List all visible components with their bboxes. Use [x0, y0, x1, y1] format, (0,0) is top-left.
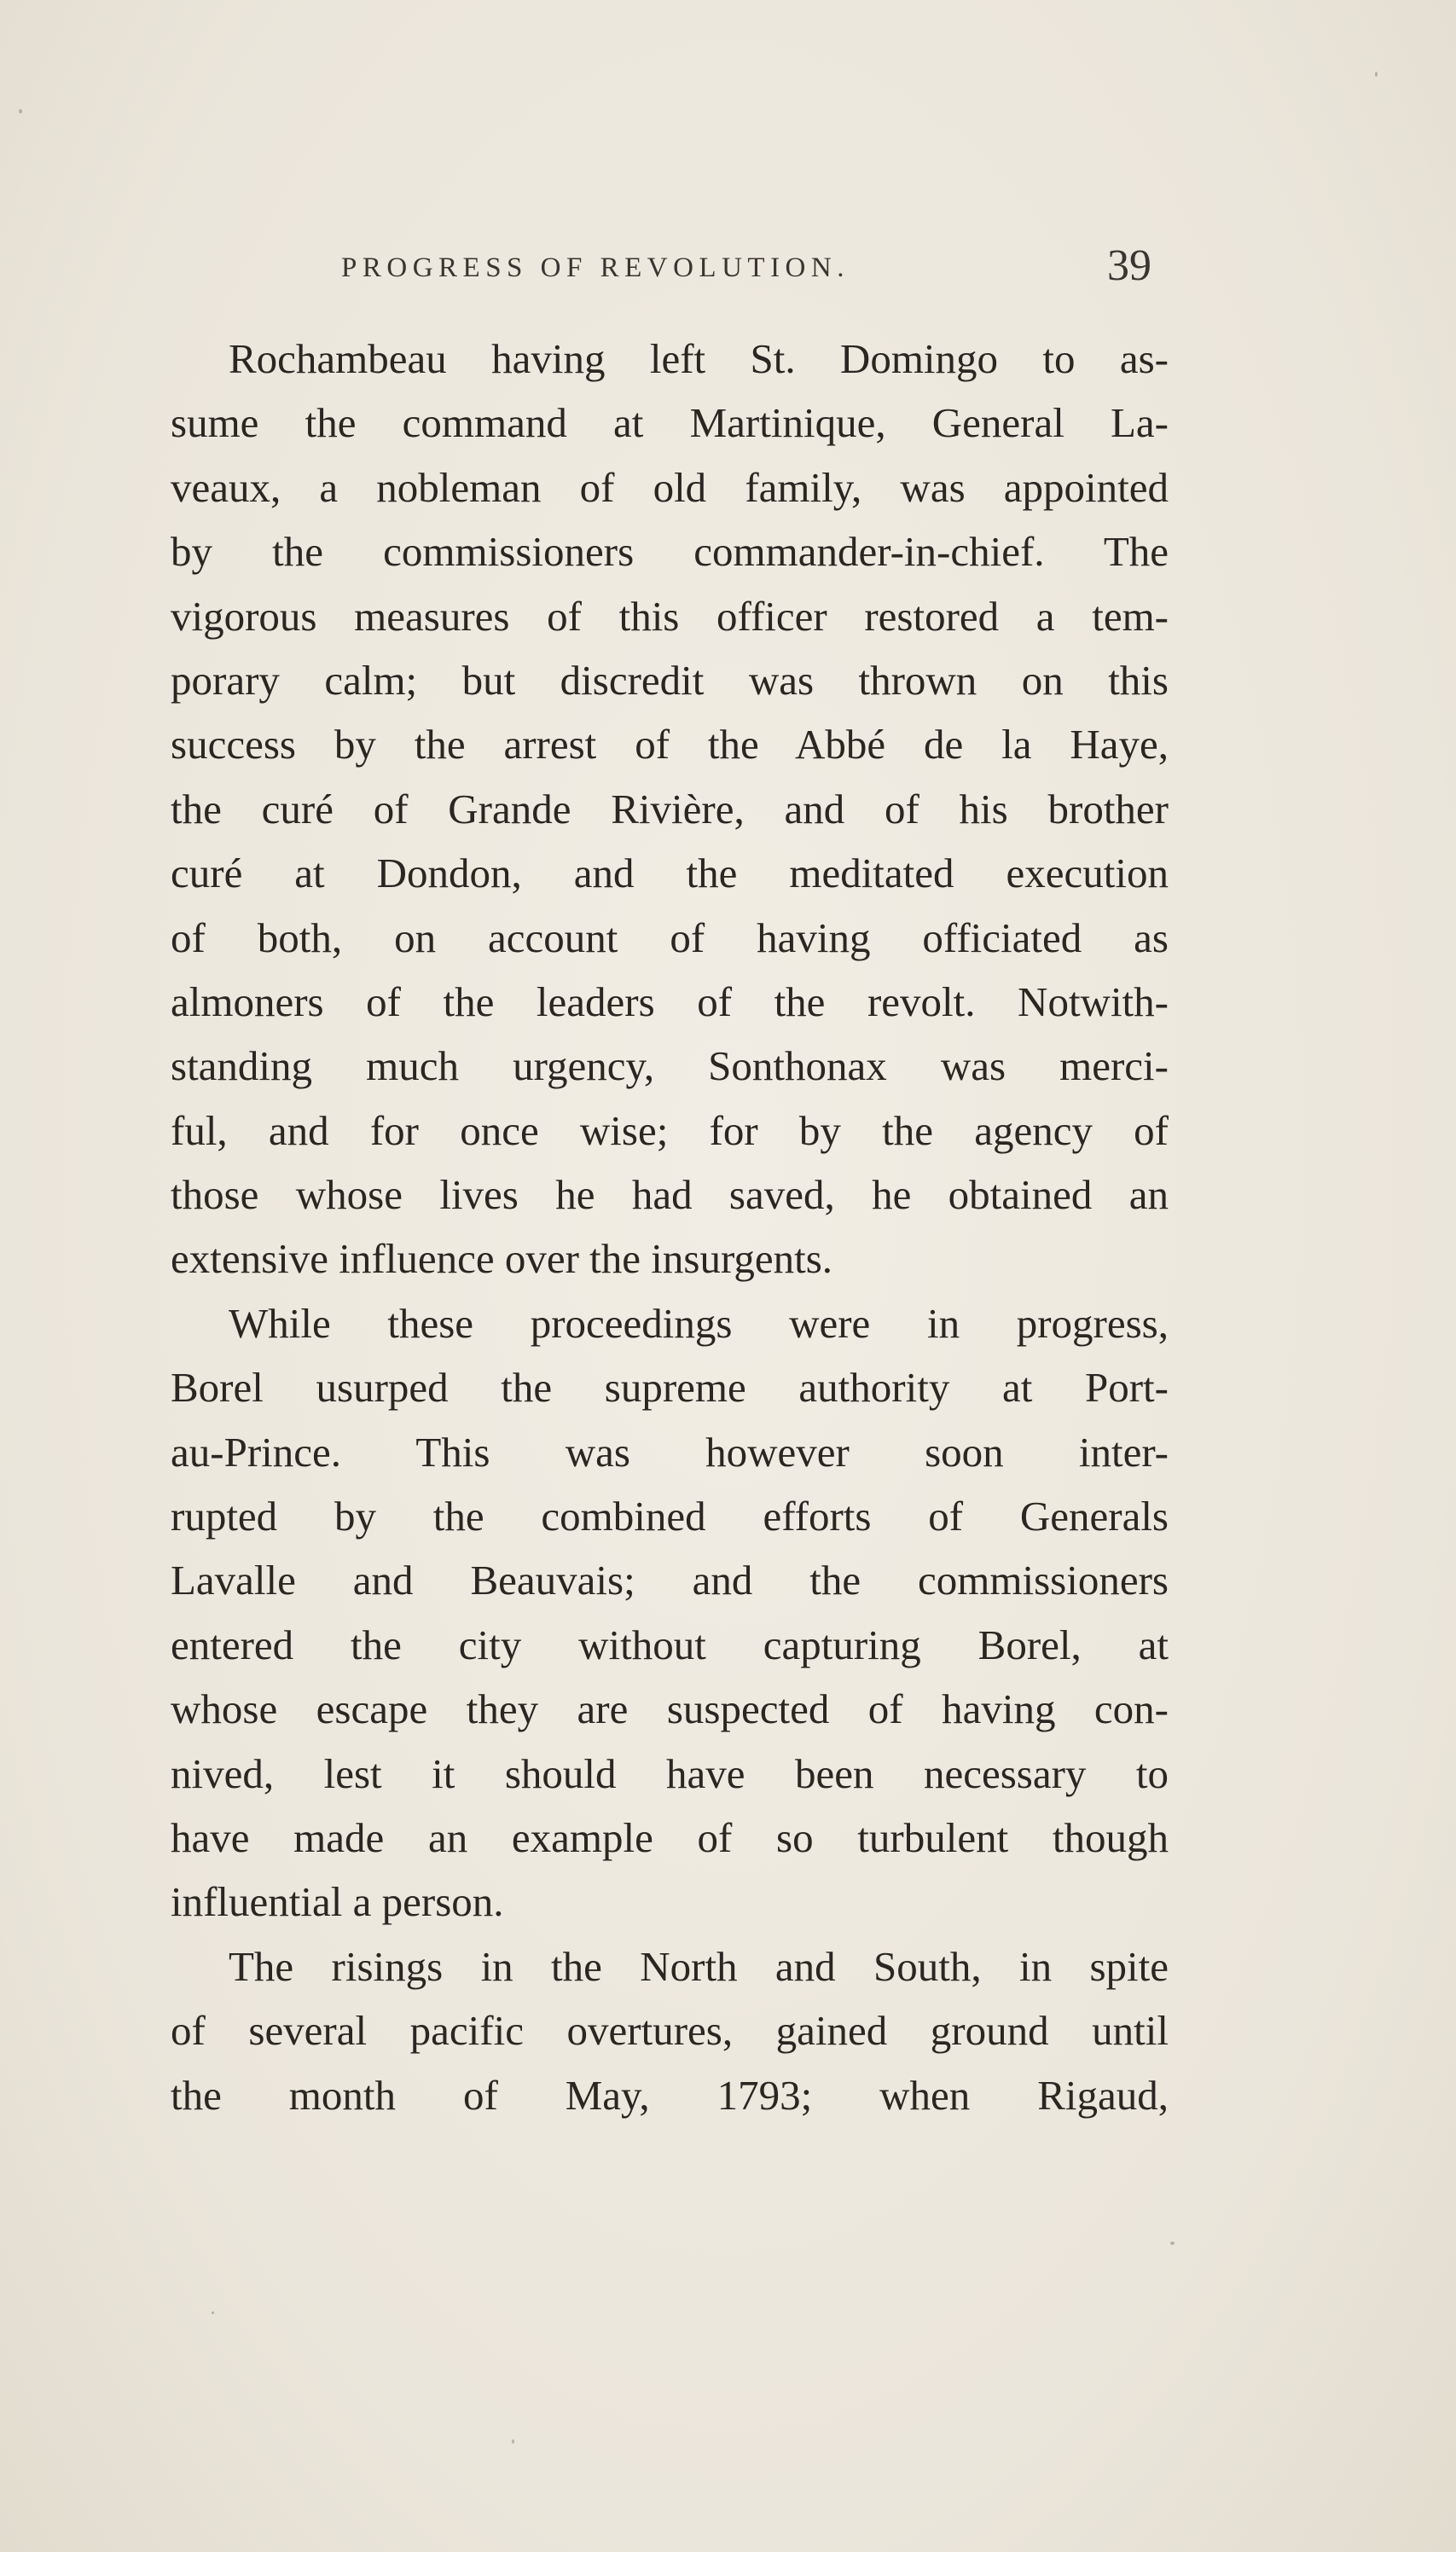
text-line: Lavalle and Beauvais; and the commissioners	[171, 1557, 1169, 1604]
text-line: veaux, a nobleman of old family, was appointed	[171, 463, 1169, 511]
text-line: have made an example of so turbulent though	[171, 1813, 1169, 1861]
text-line: influential a person.	[171, 1878, 504, 1926]
text-line: While these proceedings were in progress,	[229, 1299, 1169, 1347]
page-number: 39	[1107, 241, 1151, 290]
running-head	[341, 241, 1169, 300]
running-title: PROGRESS OF REVOLUTION.	[341, 252, 850, 283]
text-line: the month of May, 1793; when Rigaud,	[171, 2071, 1169, 2119]
body-text	[171, 327, 1169, 2127]
paper-speck	[512, 2439, 514, 2444]
text-line: curé at Dondon, and the meditated execution	[171, 850, 1169, 897]
text-line: those whose lives he had saved, he obtained an	[171, 1171, 1169, 1219]
text-line: ful, and for once wise; for by the agency of	[171, 1106, 1169, 1154]
text-line: sume the command at Martinique, General La-	[171, 399, 1169, 447]
text-line: porary calm; but discredit was thrown on this	[171, 656, 1169, 704]
text-line: extensive influence over the insurgents.	[171, 1235, 833, 1283]
text-line: by the commissioners commander-in-chief. The	[171, 528, 1169, 576]
text-line: of several pacific overtures, gained ground until	[171, 2007, 1169, 2055]
text-line: vigorous measures of this officer restored a tem-	[171, 592, 1169, 640]
text-line: The risings in the North and South, in spite	[229, 1942, 1169, 1990]
paper-speck	[19, 109, 22, 113]
text-line: entered the city without capturing Borel, at	[171, 1621, 1169, 1668]
text-line: the curé of Grande Rivière, and of his brother	[171, 785, 1169, 832]
text-line: almoners of the leaders of the revolt. Notwith-	[171, 977, 1169, 1025]
text-line: nived, lest it should have been necessary to	[171, 1749, 1169, 1797]
paper-speck	[1170, 2242, 1175, 2245]
text-line: success by the arrest of the Abbé de la Haye,	[171, 721, 1169, 768]
text-line: standing much urgency, Sonthonax was merci-	[171, 1042, 1169, 1090]
text-line: Rochambeau having left St. Domingo to as-	[229, 335, 1169, 382]
text-line: whose escape they are suspected of having con-	[171, 1685, 1169, 1733]
paper-speck	[1375, 72, 1378, 77]
text-line: of both, on account of having officiated as	[171, 914, 1169, 961]
text-line: rupted by the combined efforts of Generals	[171, 1493, 1169, 1540]
text-line: Borel usurped the supreme authority at Port-	[171, 1364, 1169, 1412]
text-line: au-Prince. This was however soon inter-	[171, 1428, 1169, 1476]
paper-speck	[212, 2311, 214, 2314]
